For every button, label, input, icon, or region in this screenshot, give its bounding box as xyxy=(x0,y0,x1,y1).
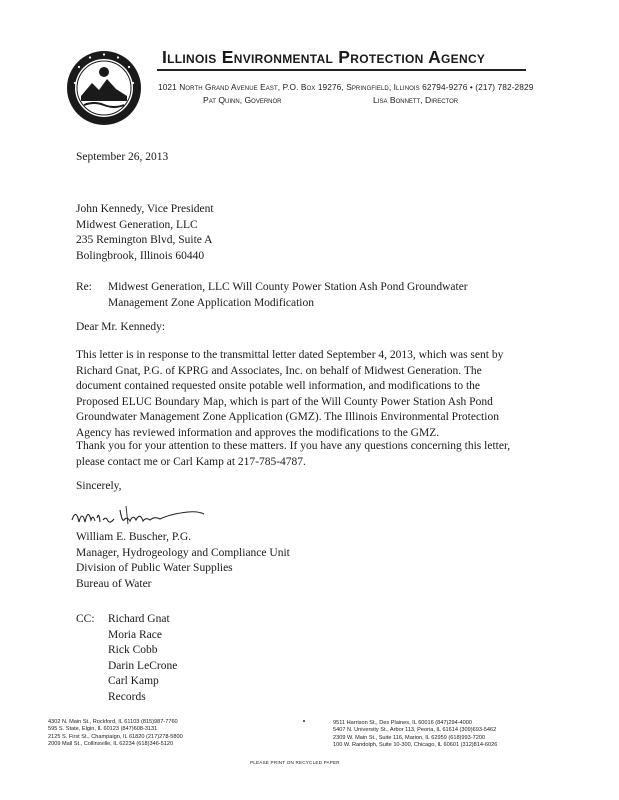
cc-name: Darin LeCrone xyxy=(108,659,178,672)
footer-offices-left xyxy=(48,719,183,749)
governor-name: Pat Quinn, Governor xyxy=(203,95,282,105)
re-subject-line: Management Zone Application Modification xyxy=(108,296,314,309)
body-line: Agency has reviewed information and approves the modifications to the GMZ. xyxy=(76,426,440,439)
body-paragraph-1 xyxy=(76,348,503,442)
footer-office: 4302 N. Main St., Rockford, IL 61103 (815)987-7760 xyxy=(48,719,178,725)
signer-block xyxy=(76,530,290,592)
addressee-line: Bolingbrook, Illinois 60440 xyxy=(76,249,205,262)
cc-name: Carl Kamp xyxy=(108,675,159,688)
handwritten-signature xyxy=(70,502,210,532)
cc-name: Rick Cobb xyxy=(108,644,158,657)
footer-office: 100 W. Randolph, Suite 10-300, Chicago, IL 60601 (312)814-6026 xyxy=(333,742,498,749)
body-line: Proposed ELUC Boundary Map, which is part of the Will County Power Station Ash Pond xyxy=(76,395,493,408)
footer-separator-dot xyxy=(303,720,305,722)
cc-name: Moria Race xyxy=(108,628,162,641)
letter-date: September 26, 2013 xyxy=(76,151,169,163)
footer-office: 2309 W. Main St., Suite 116, Marion, IL 62959 (618)993-7200 xyxy=(333,734,486,741)
signer-line: Manager, Hydrogeology and Compliance Unit xyxy=(76,546,290,559)
salutation: Dear Mr. Kennedy: xyxy=(76,321,166,333)
agency-address: 1021 North Grand Avenue East, P.O. Box 19276, Springfield, Illinois 62794-9276 • (217) 782-2829 xyxy=(158,82,534,92)
footer-office: 2125 S. First St., Champaign, IL 61820 (217)278-5800 xyxy=(48,733,183,740)
body-line: Groundwater Management Zone Application (GMZ). The Illinois Environmental Protection xyxy=(76,411,499,424)
re-subject xyxy=(108,280,468,311)
re-label: Re: xyxy=(76,281,92,293)
agency-seal-logo xyxy=(66,50,142,126)
addressee-block xyxy=(76,202,214,264)
letterhead-rule xyxy=(157,69,526,71)
cc-list xyxy=(108,612,177,706)
signer-line: Bureau of Water xyxy=(76,577,152,590)
body-line: Thank you for your attention to these matters. If you have any questions concerning this letter, xyxy=(76,440,511,452)
director-name: Lisa Bonnett, Director xyxy=(373,95,459,105)
re-subject-line: Midwest Generation, LLC Will County Power Station Ash Pond Groundwater xyxy=(108,281,468,293)
signer-line: Division of Public Water Supplies xyxy=(76,562,233,575)
footer-office: 595 S. State, Elgin, IL 60123 (847)608-3131 xyxy=(48,726,158,733)
footer-office: 2009 Mall St., Collinsville, IL 62234 (618)346-5120 xyxy=(48,741,174,748)
footer-office: 5407 N. University St., Arbor 113, Peoria, IL 61614 (309)693-5462 xyxy=(333,727,497,734)
body-line: Richard Gnat, P.G. of KPRG and Associates, Inc. on behalf of Midwest Generation. The xyxy=(76,364,482,377)
body-line: This letter is in response to the transmittal letter dated September 4, 2013, which was sent by xyxy=(76,349,504,361)
footer-office: 9511 Harrison St., Des Plaines, IL 60016 (847)294-4000 xyxy=(333,720,472,726)
print-notice: PLEASE PRINT ON RECYCLED PAPER xyxy=(250,760,340,765)
cc-label: CC: xyxy=(76,613,95,625)
addressee-line: 235 Remington Blvd, Suite A xyxy=(76,234,213,247)
cc-name: Richard Gnat xyxy=(108,613,170,625)
addressee-line: Midwest Generation, LLC xyxy=(76,218,198,231)
agency-name: Illinois Environmental Protection Agency xyxy=(162,47,486,67)
cc-name: Records xyxy=(108,690,146,703)
signer-line: William E. Buscher, P.G. xyxy=(76,531,192,543)
body-paragraph-2 xyxy=(76,439,510,470)
closing: Sincerely, xyxy=(76,480,122,492)
body-line: please contact me or Carl Kamp at 217-785-4787. xyxy=(76,455,306,468)
body-line: document contained requested onsite potable well information, and modifications to the xyxy=(76,380,480,393)
footer-offices-right xyxy=(333,720,497,750)
addressee-line: John Kennedy, Vice President xyxy=(76,203,214,215)
